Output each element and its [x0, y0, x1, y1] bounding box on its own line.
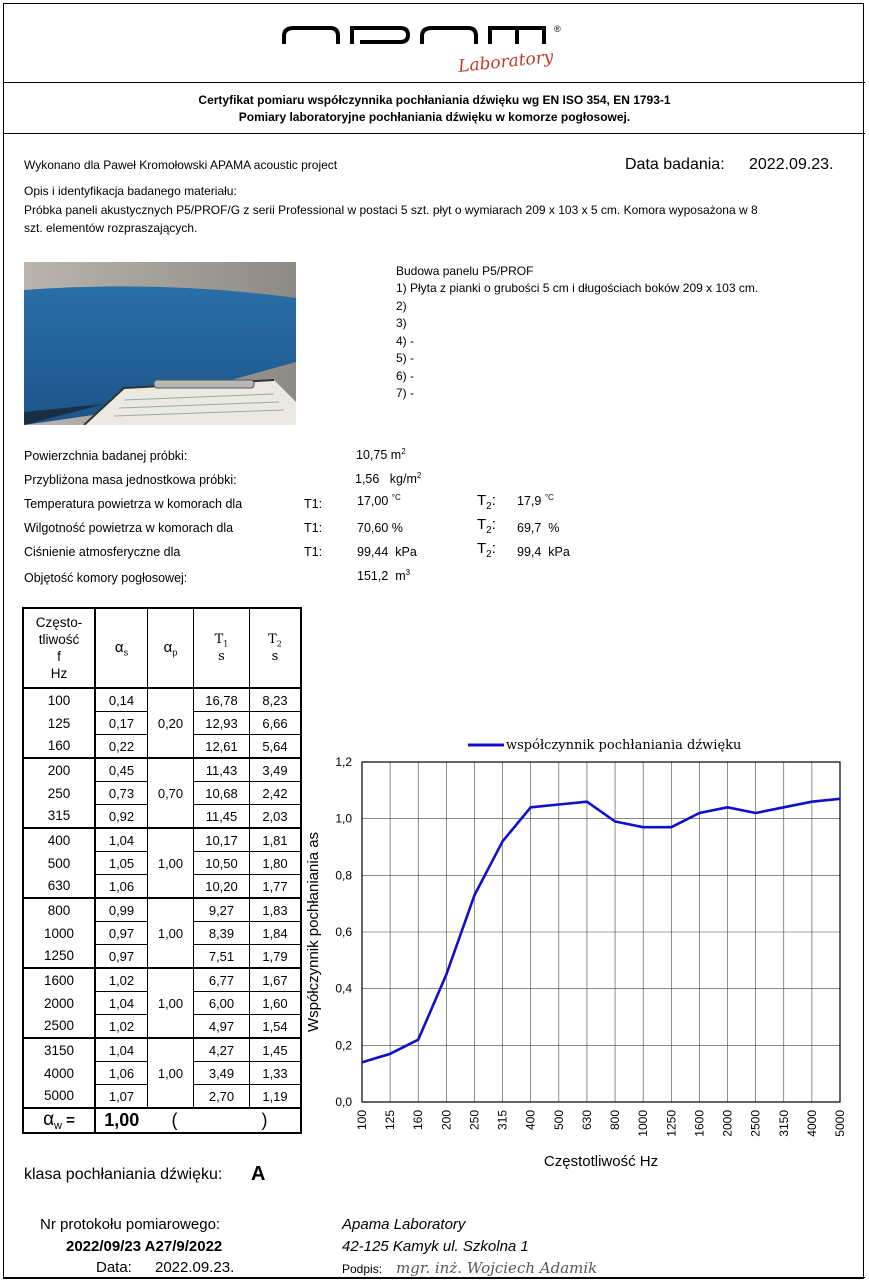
title-divider: [3, 133, 865, 134]
y-axis-label: Współczynnik pochłaniania as: [305, 831, 322, 1033]
t1-cell: 6,77: [194, 968, 250, 992]
data-point: [586, 801, 588, 803]
alpha-p-cell: 0,70: [148, 758, 194, 828]
frequency-cell: 1600: [23, 968, 95, 992]
frequency-cell: 100: [23, 688, 95, 712]
table-row: [23, 688, 301, 712]
x-tick-label: 1600: [692, 1110, 707, 1137]
temperature-t1-label: T1:: [304, 497, 323, 511]
x-tick-label: 1250: [664, 1110, 679, 1137]
test-date-value: 2022.09.23.: [749, 156, 834, 173]
measurement-table: [22, 607, 302, 1134]
t2-cell: 1,33: [250, 1062, 302, 1085]
t2-cell: 1,54: [250, 1015, 302, 1039]
frequency-cell: 630: [23, 875, 95, 899]
t1-cell: 16,78: [194, 688, 250, 712]
client-text: Wykonano dla Paweł Kromołowski APAMA acoustic project: [24, 158, 338, 172]
table-row: [23, 828, 301, 852]
data-point: [530, 807, 532, 809]
x-tick-label: 5000: [833, 1110, 847, 1137]
x-tick-label: 250: [467, 1110, 482, 1131]
alpha-s-cell: 0,92: [95, 805, 148, 829]
frequency-cell: 315: [23, 805, 95, 829]
t1-cell: 9,27: [194, 898, 250, 922]
table-row: [23, 968, 301, 992]
alpha-s-cell: 1,04: [95, 992, 148, 1015]
x-tick-label: 125: [383, 1110, 398, 1131]
volume-value: 151,2 $m^3$: [357, 568, 411, 584]
alpha-s-cell: 0,73: [95, 782, 148, 805]
alpha-s-cell: 1,04: [95, 1038, 148, 1062]
data-point: [417, 1039, 419, 1041]
alpha-s-cell: 1,07: [95, 1085, 148, 1109]
humidity-t2-label: $T_2$:: [477, 516, 496, 536]
alpha-s-cell: 0,45: [95, 758, 148, 782]
alpha-s-cell: 0,97: [95, 922, 148, 945]
table-row: [23, 1038, 301, 1062]
t2-cell: 1,81: [250, 828, 302, 852]
t1-cell: 10,20: [194, 875, 250, 899]
y-tick-label: 0,2: [335, 1038, 352, 1053]
data-point: [474, 894, 476, 896]
table-body: [23, 688, 301, 1108]
data-point: [614, 821, 616, 823]
x-tick-label: 2000: [720, 1110, 735, 1137]
t1-cell: 12,93: [194, 712, 250, 735]
data-point: [839, 798, 841, 800]
t2-cell: 2,03: [250, 805, 302, 829]
absorption-series-line: [362, 799, 840, 1063]
t2-cell: 1,79: [250, 945, 302, 969]
y-tick-label: 0,4: [335, 981, 352, 996]
data-point: [783, 807, 785, 809]
registered-mark: ®: [554, 24, 561, 34]
frequency-cell: 200: [23, 758, 95, 782]
mass-value: 1,56 $kg/m^2$: [355, 471, 422, 487]
data-point: [670, 826, 672, 828]
t2-cell: 1,19: [250, 1085, 302, 1109]
frequency-cell: 2500: [23, 1015, 95, 1039]
bottom-divider: [3, 1277, 865, 1278]
y-tick-label: 0,8: [335, 868, 352, 883]
frequency-cell: 2000: [23, 992, 95, 1015]
class-label: klasa pochłaniania dźwięku:: [24, 1166, 223, 1183]
x-tick-label: 3150: [776, 1110, 791, 1137]
t2-cell: 1,83: [250, 898, 302, 922]
alpha-s-cell: 1,04: [95, 828, 148, 852]
t1-cell: 11,45: [194, 805, 250, 829]
x-tick-label: 315: [495, 1110, 510, 1131]
data-point: [558, 804, 560, 806]
t1-cell: 4,27: [194, 1038, 250, 1062]
x-tick-label: 1000: [636, 1110, 651, 1137]
t2-cell: 1,77: [250, 875, 302, 899]
panel-layer-item: 2): [396, 298, 407, 313]
frequency-cell: 160: [23, 735, 95, 759]
x-tick-label: 630: [579, 1110, 594, 1131]
panel-layer-item: 7) -: [396, 386, 414, 400]
t2-cell: 6,66: [250, 712, 302, 735]
data-point: [755, 812, 757, 814]
x-tick-label: 400: [523, 1110, 538, 1131]
header-frequency: Często- tliwość f Hz: [23, 608, 95, 688]
signature-label: Podpis:: [342, 1262, 383, 1276]
absorption-chart: [296, 728, 856, 1178]
panel-layer-item: 1) Płyta z pianki o grubości 5 cm i długościach boków 209 x 103 cm.: [396, 281, 759, 295]
header-t1: $T_1$ s: [194, 608, 250, 688]
alpha-s-cell: 1,02: [95, 1015, 148, 1039]
t2-cell: 1,80: [250, 852, 302, 875]
description-line-1: Próbka paneli akustycznych P5/PROF/G z serii Professional w postaci 5 szt. płyt o wymiarach 209 x 103 x 5 cm. Komora wyposażona w 8: [24, 203, 758, 217]
signature-name: mgr. inż. Wojciech Adamik: [396, 1259, 598, 1277]
x-tick-label: 4000: [804, 1110, 819, 1137]
data-point: [502, 841, 504, 843]
t2-cell: 2,42: [250, 782, 302, 805]
alpha-w-parenthesis: ( ): [148, 1108, 302, 1133]
x-axis-label: Częstotliwość Hz: [543, 1153, 659, 1170]
frequency-cell: 500: [23, 852, 95, 875]
t1-cell: 8,39: [194, 922, 250, 945]
t1-cell: 2,70: [194, 1085, 250, 1109]
t1-cell: 3,49: [194, 1062, 250, 1085]
frequency-cell: 1000: [23, 922, 95, 945]
y-tick-label: 1,0: [335, 811, 352, 826]
t1-cell: 7,51: [194, 945, 250, 969]
y-tick-label: 1,2: [335, 755, 352, 769]
t2-cell: 8,23: [250, 688, 302, 712]
t1-cell: 10,50: [194, 852, 250, 875]
panel-layer-item: 5) -: [396, 351, 414, 365]
temperature-label: Temperatura powietrza w komorach dla: [24, 497, 243, 511]
x-tick-label: 2500: [748, 1110, 763, 1137]
data-point: [811, 801, 813, 803]
table-row: [23, 898, 301, 922]
mass-label: Przybliżona masa jednostkowa próbki:: [24, 473, 237, 487]
t2-cell: 1,84: [250, 922, 302, 945]
description-label: Opis i identyfikacja badanego materiału:: [24, 184, 237, 198]
t1-cell: 11,43: [194, 758, 250, 782]
surface-value: 10,75 $m^2$: [356, 447, 406, 463]
panel-layer-item: 6) -: [396, 368, 414, 383]
x-tick-label: 200: [439, 1110, 454, 1131]
alpha-p-cell: 0,20: [148, 688, 194, 758]
x-tick-label: 160: [411, 1110, 426, 1131]
alpha-w-label: $\alpha_w$ =: [23, 1108, 95, 1133]
lab-address: 42-125 Kamyk ul. Szkolna 1: [342, 1238, 529, 1255]
data-point: [727, 807, 729, 809]
temperature-t2-label: $T_2$:: [477, 492, 496, 512]
panel-layer-item: 3): [396, 316, 407, 330]
temperature-t2-value: 17,9 $^{^\circ C}$: [517, 493, 554, 509]
apama-logo: [280, 22, 550, 53]
alpha-s-cell: 0,22: [95, 735, 148, 759]
humidity-t1-value: 70,60 %: [357, 521, 403, 535]
data-point: [389, 1053, 391, 1055]
alpha-w-row: [23, 1108, 301, 1133]
legend-label: współczynnik pochłaniania dźwięku: [506, 738, 742, 753]
temperature-t1-value: 17,00 $^{^\circ C}$: [357, 493, 401, 509]
table-header-row: [23, 608, 301, 688]
certificate-title: Certyfikat pomiaru współczynnika pochłaniania dźwięku wg EN ISO 354, EN 1793-1: [198, 93, 671, 107]
t1-cell: 4,97: [194, 1015, 250, 1039]
alpha-s-cell: 0,99: [95, 898, 148, 922]
humidity-t1-label: T1:: [304, 521, 323, 535]
t2-cell: 5,64: [250, 735, 302, 759]
protocol-date-value: 2022.09.23.: [155, 1259, 235, 1276]
y-tick-label: 0,6: [335, 925, 352, 939]
alpha-s-cell: 1,06: [95, 1062, 148, 1085]
frequency-cell: 5000: [23, 1085, 95, 1109]
alpha-s-cell: 1,02: [95, 968, 148, 992]
protocol-date-label: Data:: [96, 1259, 132, 1276]
x-tick-label: 800: [608, 1110, 623, 1131]
sample-photo: [24, 262, 296, 425]
certificate-subtitle: Pomiary laboratoryjne pochłaniania dźwięku w komorze pogłosowej.: [238, 110, 631, 124]
surface-label: Powierzchnia badanej próbki:: [24, 449, 188, 463]
header-divider: [3, 82, 865, 83]
humidity-t2-value: 69,7 %: [517, 521, 560, 535]
pressure-t2-label: $T_2$:: [477, 540, 496, 560]
pressure-t2-value: 99,4 kPa: [517, 545, 570, 559]
lab-name: Apama Laboratory: [342, 1216, 466, 1233]
alpha-s-cell: 1,05: [95, 852, 148, 875]
pressure-t1-label: T1:: [304, 545, 323, 559]
description-line-2: szt. elementów rozpraszających.: [24, 221, 198, 235]
t1-cell: 10,17: [194, 828, 250, 852]
frequency-cell: 800: [23, 898, 95, 922]
protocol-label: Nr protokołu pomiarowego:: [40, 1216, 221, 1233]
frequency-cell: 400: [23, 828, 95, 852]
alpha-s-cell: 0,17: [95, 712, 148, 735]
alpha-w-value: 1,00: [95, 1108, 148, 1133]
frequency-cell: 125: [23, 712, 95, 735]
y-tick-label: 0,0: [335, 1095, 352, 1109]
t1-cell: 10,68: [194, 782, 250, 805]
alpha-s-cell: 0,97: [95, 945, 148, 969]
alpha-s-cell: 1,06: [95, 875, 148, 899]
protocol-number: 2022/09/23 A27/9/2022: [66, 1238, 223, 1255]
data-point: [642, 826, 644, 828]
frequency-cell: 250: [23, 782, 95, 805]
t1-cell: 6,00: [194, 992, 250, 1015]
x-tick-label: 100: [355, 1110, 369, 1131]
class-value: A: [251, 1163, 266, 1185]
frequency-cell: 3150: [23, 1038, 95, 1062]
header-alpha-p: $\alpha_p$: [148, 608, 194, 688]
pressure-t1-value: 99,44 kPa: [357, 545, 417, 559]
t2-cell: 1,60: [250, 992, 302, 1015]
pressure-label: Ciśnienie atmosferyczne dla: [24, 545, 181, 559]
frequency-cell: 1250: [23, 945, 95, 969]
data-point: [361, 1062, 363, 1064]
t2-cell: 1,45: [250, 1038, 302, 1062]
alpha-p-cell: 1,00: [148, 898, 194, 968]
frequency-cell: 4000: [23, 1062, 95, 1085]
header-t2: $T_2$ s: [250, 608, 302, 688]
t2-cell: 3,49: [250, 758, 302, 782]
alpha-p-cell: 1,00: [148, 1038, 194, 1108]
x-tick-label: 500: [551, 1110, 566, 1131]
test-date-label: Data badania:: [625, 156, 725, 173]
t2-cell: 1,67: [250, 968, 302, 992]
alpha-s-cell: 0,14: [95, 688, 148, 712]
header-alpha-s: $\alpha_s$: [95, 608, 148, 688]
table-row: [23, 758, 301, 782]
data-point: [699, 812, 701, 814]
humidity-label: Wilgotność powietrza w komorach dla: [24, 521, 234, 535]
logo-laboratory: Laboratory: [457, 47, 555, 77]
t1-cell: 12,61: [194, 735, 250, 759]
panel-title: Budowa panelu P5/PROF: [396, 264, 534, 278]
alpha-p-cell: 1,00: [148, 828, 194, 898]
volume-label: Objętość komory pogłosowej:: [24, 571, 188, 585]
alpha-p-cell: 1,00: [148, 968, 194, 1038]
panel-layer-item: 4) -: [396, 333, 414, 348]
data-point: [446, 974, 448, 976]
